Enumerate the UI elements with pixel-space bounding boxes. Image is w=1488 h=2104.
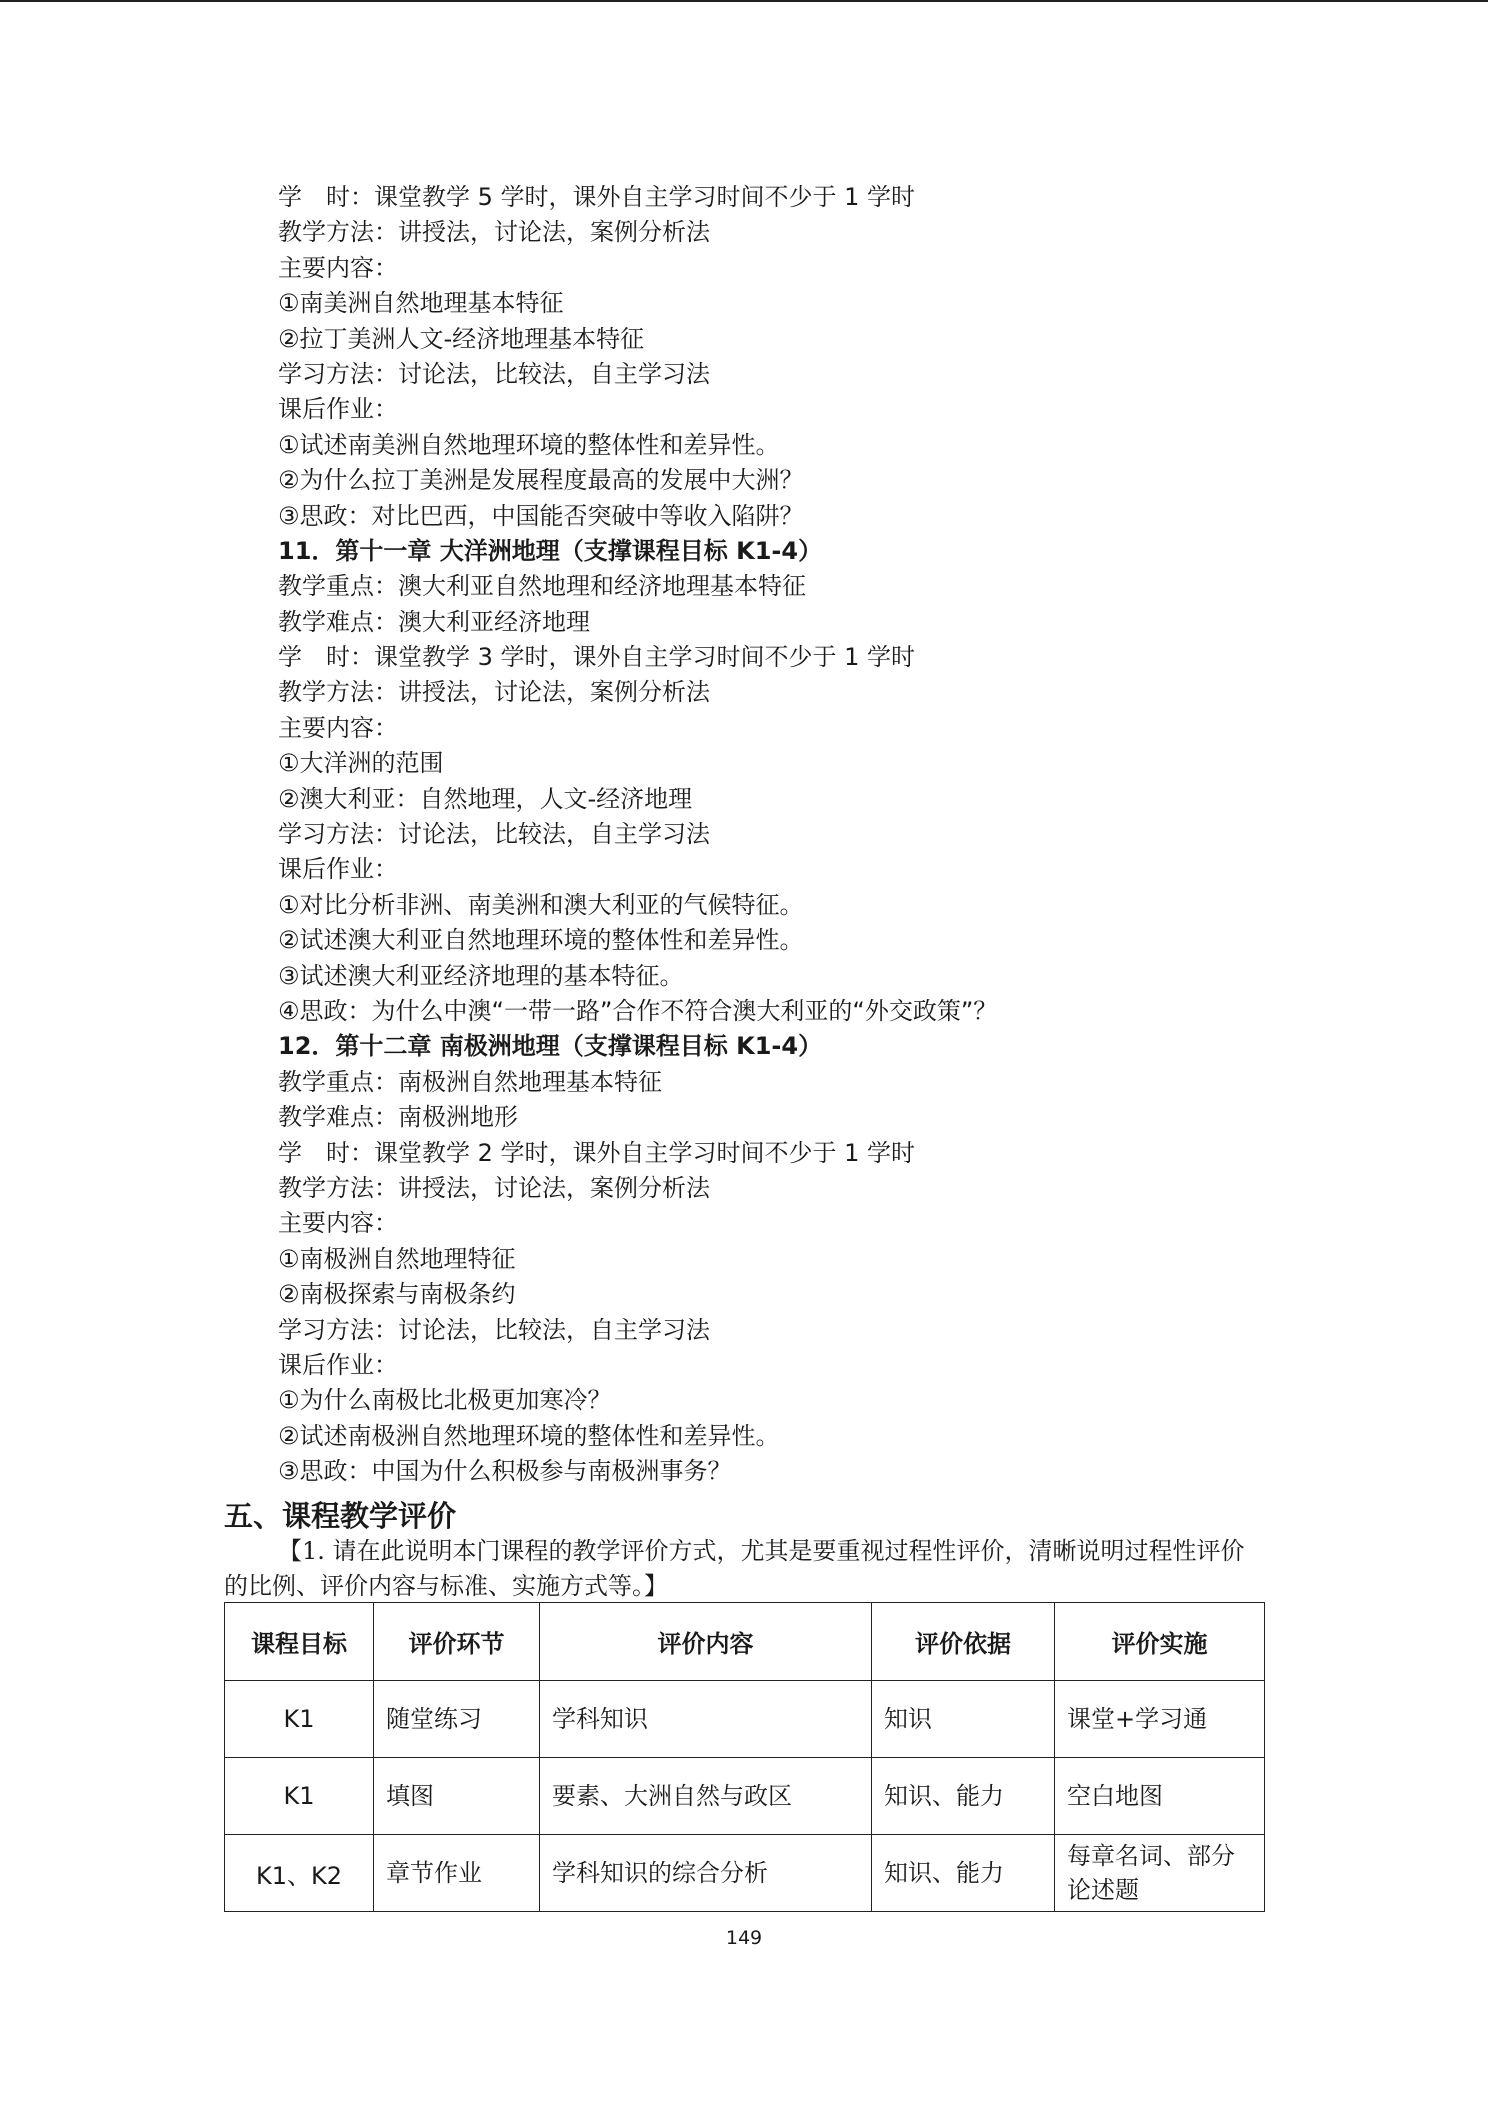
text-line: ②试述南极洲自然地理环境的整体性和差异性。 bbox=[278, 1421, 780, 1450]
column-header: 评价环节 bbox=[374, 1603, 540, 1681]
column-header: 评价实施 bbox=[1055, 1603, 1265, 1681]
table-header-row bbox=[225, 1603, 1265, 1681]
text-line: 学 时：课堂教学 2 学时，课外自主学习时间不少于 1 学时 bbox=[278, 1138, 916, 1167]
text-line: 教学方法：讲授法，讨论法，案例分析法 bbox=[278, 1173, 710, 1202]
chapter-heading: 11．第十一章 大洋洲地理（支撑课程目标 K1-4） bbox=[278, 536, 823, 565]
text-line: ①试述南美洲自然地理环境的整体性和差异性。 bbox=[278, 430, 780, 459]
table-cell: 课堂+学习通 bbox=[1055, 1681, 1265, 1758]
text-line: 教学方法：讲授法，讨论法，案例分析法 bbox=[278, 678, 710, 707]
instruction-note: 【1. 请在此说明本门课程的教学评价方式，尤其是要重视过程性评价，清晰说明过程性评价的比例、评价内容与标准、实施方式等。】 bbox=[224, 1537, 1245, 1600]
text-line: 课后作业： bbox=[278, 395, 398, 424]
text-line: ③思政：中国为什么积极参与南极洲事务？ bbox=[278, 1457, 732, 1486]
page-number: 149 bbox=[725, 1927, 763, 1949]
text-line: 教学难点：南极洲地形 bbox=[278, 1103, 518, 1132]
table-row bbox=[225, 1681, 1265, 1758]
text-line: 主要内容： bbox=[278, 253, 398, 282]
text-line: ①南极洲自然地理特征 bbox=[278, 1244, 516, 1273]
text-line: 学 时：课堂教学 3 学时，课外自主学习时间不少于 1 学时 bbox=[278, 643, 916, 672]
text-line: ②南极探索与南极条约 bbox=[278, 1280, 516, 1309]
text-line: ①为什么南极比北极更加寒冷？ bbox=[278, 1386, 612, 1415]
table-cell: 填图 bbox=[374, 1758, 540, 1835]
text-line: 教学方法：讲授法，讨论法，案例分析法 bbox=[278, 218, 710, 247]
text-line: 学习方法：讨论法，比较法，自主学习法 bbox=[278, 1315, 710, 1344]
table-cell: 空白地图 bbox=[1055, 1758, 1265, 1835]
column-header: 课程目标 bbox=[225, 1603, 374, 1681]
text-line: ②拉丁美洲人文-经济地理基本特征 bbox=[278, 324, 645, 353]
text-line: ②澳大利亚：自然地理，人文-经济地理 bbox=[278, 784, 693, 813]
text-line: ②为什么拉丁美洲是发展程度最高的发展中大洲？ bbox=[278, 466, 804, 495]
text-line: ①对比分析非洲、南美洲和澳大利亚的气候特征。 bbox=[278, 890, 804, 919]
text-line: 学 时：课堂教学 5 学时，课外自主学习时间不少于 1 学时 bbox=[278, 183, 916, 211]
evaluation-table bbox=[224, 1602, 1265, 1912]
text-line: ①南美洲自然地理基本特征 bbox=[278, 289, 564, 318]
text-line: 学习方法：讨论法，比较法，自主学习法 bbox=[278, 359, 710, 388]
table-cell: 随堂练习 bbox=[374, 1681, 540, 1758]
body-text bbox=[278, 180, 1258, 1489]
table-cell: 学科知识 bbox=[540, 1681, 872, 1758]
table-cell: 章节作业 bbox=[374, 1835, 540, 1912]
table-cell: 学科知识的综合分析 bbox=[540, 1835, 872, 1912]
text-line: ③试述澳大利亚经济地理的基本特征。 bbox=[278, 961, 684, 990]
table-cell: 要素、大洲自然与政区 bbox=[540, 1758, 872, 1835]
table-cell: 知识、能力 bbox=[872, 1835, 1055, 1912]
table-cell: K1、K2 bbox=[225, 1835, 374, 1912]
text-line: 教学重点：南极洲自然地理基本特征 bbox=[278, 1067, 662, 1096]
table-cell: 每章名词、部分论述题 bbox=[1055, 1835, 1265, 1912]
text-line: ④思政：为什么中澳“一带一路”合作不符合澳大利亚的“外交政策”？ bbox=[278, 996, 998, 1025]
text-line: 课后作业： bbox=[278, 855, 398, 884]
text-line: 学习方法：讨论法，比较法，自主学习法 bbox=[278, 820, 710, 849]
text-line: 教学重点：澳大利亚自然地理和经济地理基本特征 bbox=[278, 572, 806, 601]
text-line: 教学难点：澳大利亚经济地理 bbox=[278, 607, 590, 636]
table-cell: K1 bbox=[225, 1758, 374, 1835]
table-row bbox=[225, 1758, 1265, 1835]
table-row bbox=[225, 1835, 1265, 1912]
section-title: 五、课程教学评价 bbox=[224, 1499, 457, 1533]
table-cell: K1 bbox=[225, 1681, 374, 1758]
text-line: ③思政：对比巴西，中国能否突破中等收入陷阱？ bbox=[278, 501, 804, 530]
text-line: 主要内容： bbox=[278, 713, 398, 742]
top-border bbox=[0, 0, 1488, 2]
table-cell: 知识、能力 bbox=[872, 1758, 1055, 1835]
chapter-heading: 12．第十二章 南极洲地理（支撑课程目标 K1-4） bbox=[278, 1032, 823, 1061]
column-header: 评价内容 bbox=[540, 1603, 872, 1681]
text-line: 课后作业： bbox=[278, 1350, 398, 1379]
text-line: ②试述澳大利亚自然地理环境的整体性和差异性。 bbox=[278, 926, 804, 955]
text-line: 主要内容： bbox=[278, 1209, 398, 1238]
text-line: ①大洋洲的范围 bbox=[278, 749, 444, 778]
column-header: 评价依据 bbox=[872, 1603, 1055, 1681]
table-cell: 知识 bbox=[872, 1681, 1055, 1758]
